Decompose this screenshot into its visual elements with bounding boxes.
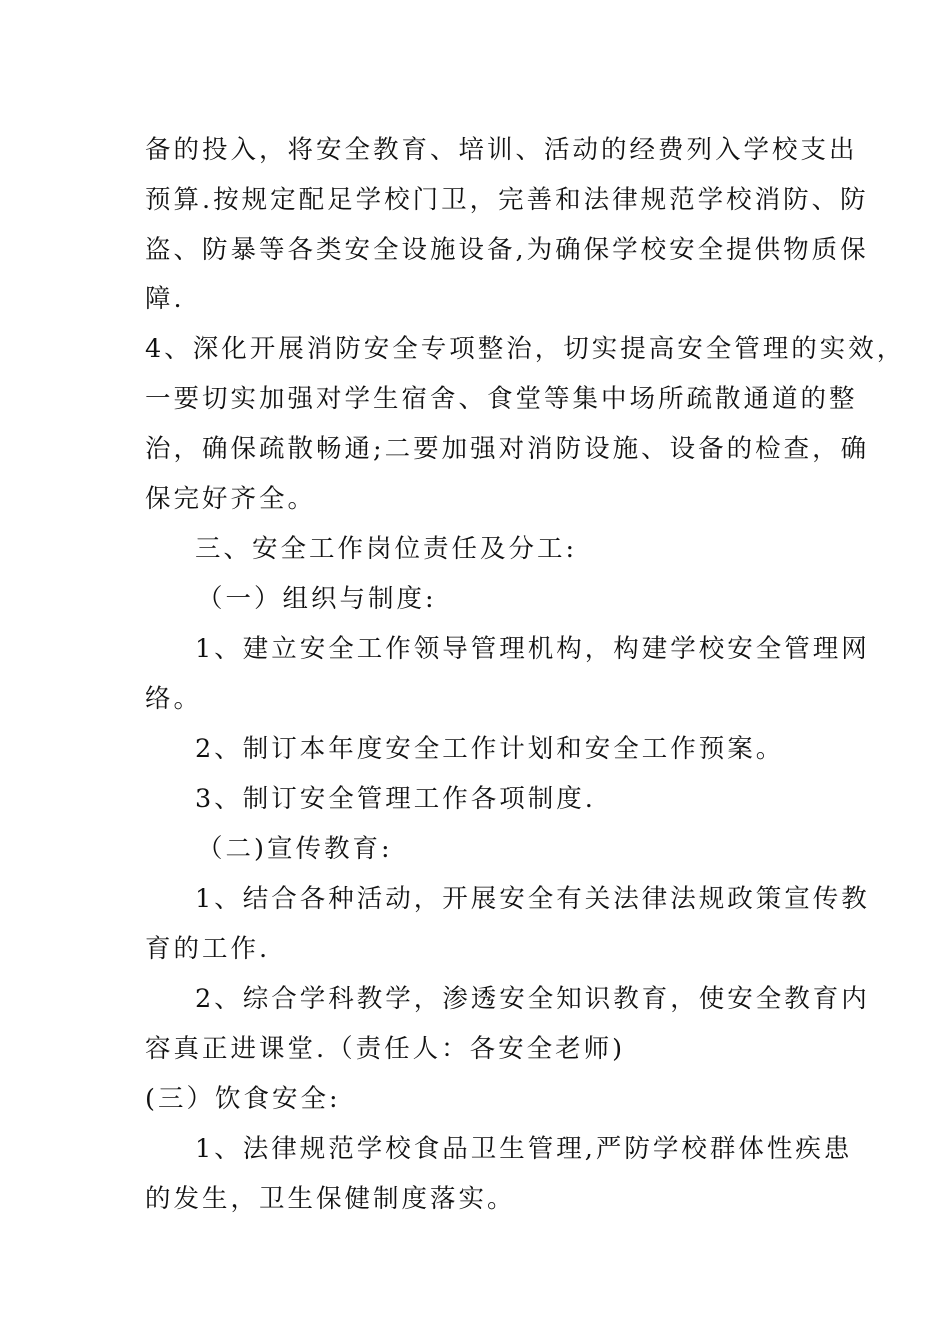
subsection-heading: （二)宣传教育: (197, 834, 393, 864)
text-line: 4、深化开展消防安全专项整治，切实提高安全管理的实效， (145, 334, 906, 364)
text-line: 3、制订安全管理工作各项制度. (195, 784, 596, 814)
section-heading: 三、安全工作岗位责任及分工: (195, 534, 578, 564)
text-line: 保完好齐全。 (145, 484, 317, 514)
subsection-heading: （一）组织与制度: (197, 584, 437, 614)
subsection-heading: (三）饮食安全: (145, 1084, 341, 1114)
text-line: 治，确保疏散畅通;二要加强对消防设施、设备的检查，确 (145, 434, 870, 464)
text-line: 容真正进课堂.（责任人：各安全老师) (145, 1034, 626, 1064)
text-line: 络。 (145, 684, 203, 714)
text-line: 1、建立安全工作领导管理机构，构建学校安全管理网 (195, 634, 870, 664)
text-line: 预算.按规定配足学校门卫，完善和法律规范学校消防、防 (145, 185, 869, 215)
text-line: 盗、防暴等各类安全设施设备,为确保学校安全提供物质保 (145, 235, 869, 265)
text-line: 1、结合各种活动，开展安全有关法律法规政策宣传教 (195, 884, 870, 914)
text-line: 2、综合学科教学，渗透安全知识教育，使安全教育内 (195, 984, 870, 1014)
text-line: 的发生，卫生保健制度落实。 (145, 1184, 516, 1214)
text-line: 备的投入，将安全教育、培训、活动的经费列入学校支出 (145, 135, 858, 165)
text-line: 2、制订本年度安全工作计划和安全工作预案。 (195, 734, 785, 764)
text-line: 1、法律规范学校食品卫生管理,严防学校群体性疾患 (195, 1134, 853, 1164)
text-line: 障. (145, 284, 185, 314)
text-line: 育的工作. (145, 934, 271, 964)
text-line: 一要切实加强对学生宿舍、食堂等集中场所疏散通道的整 (145, 384, 858, 414)
